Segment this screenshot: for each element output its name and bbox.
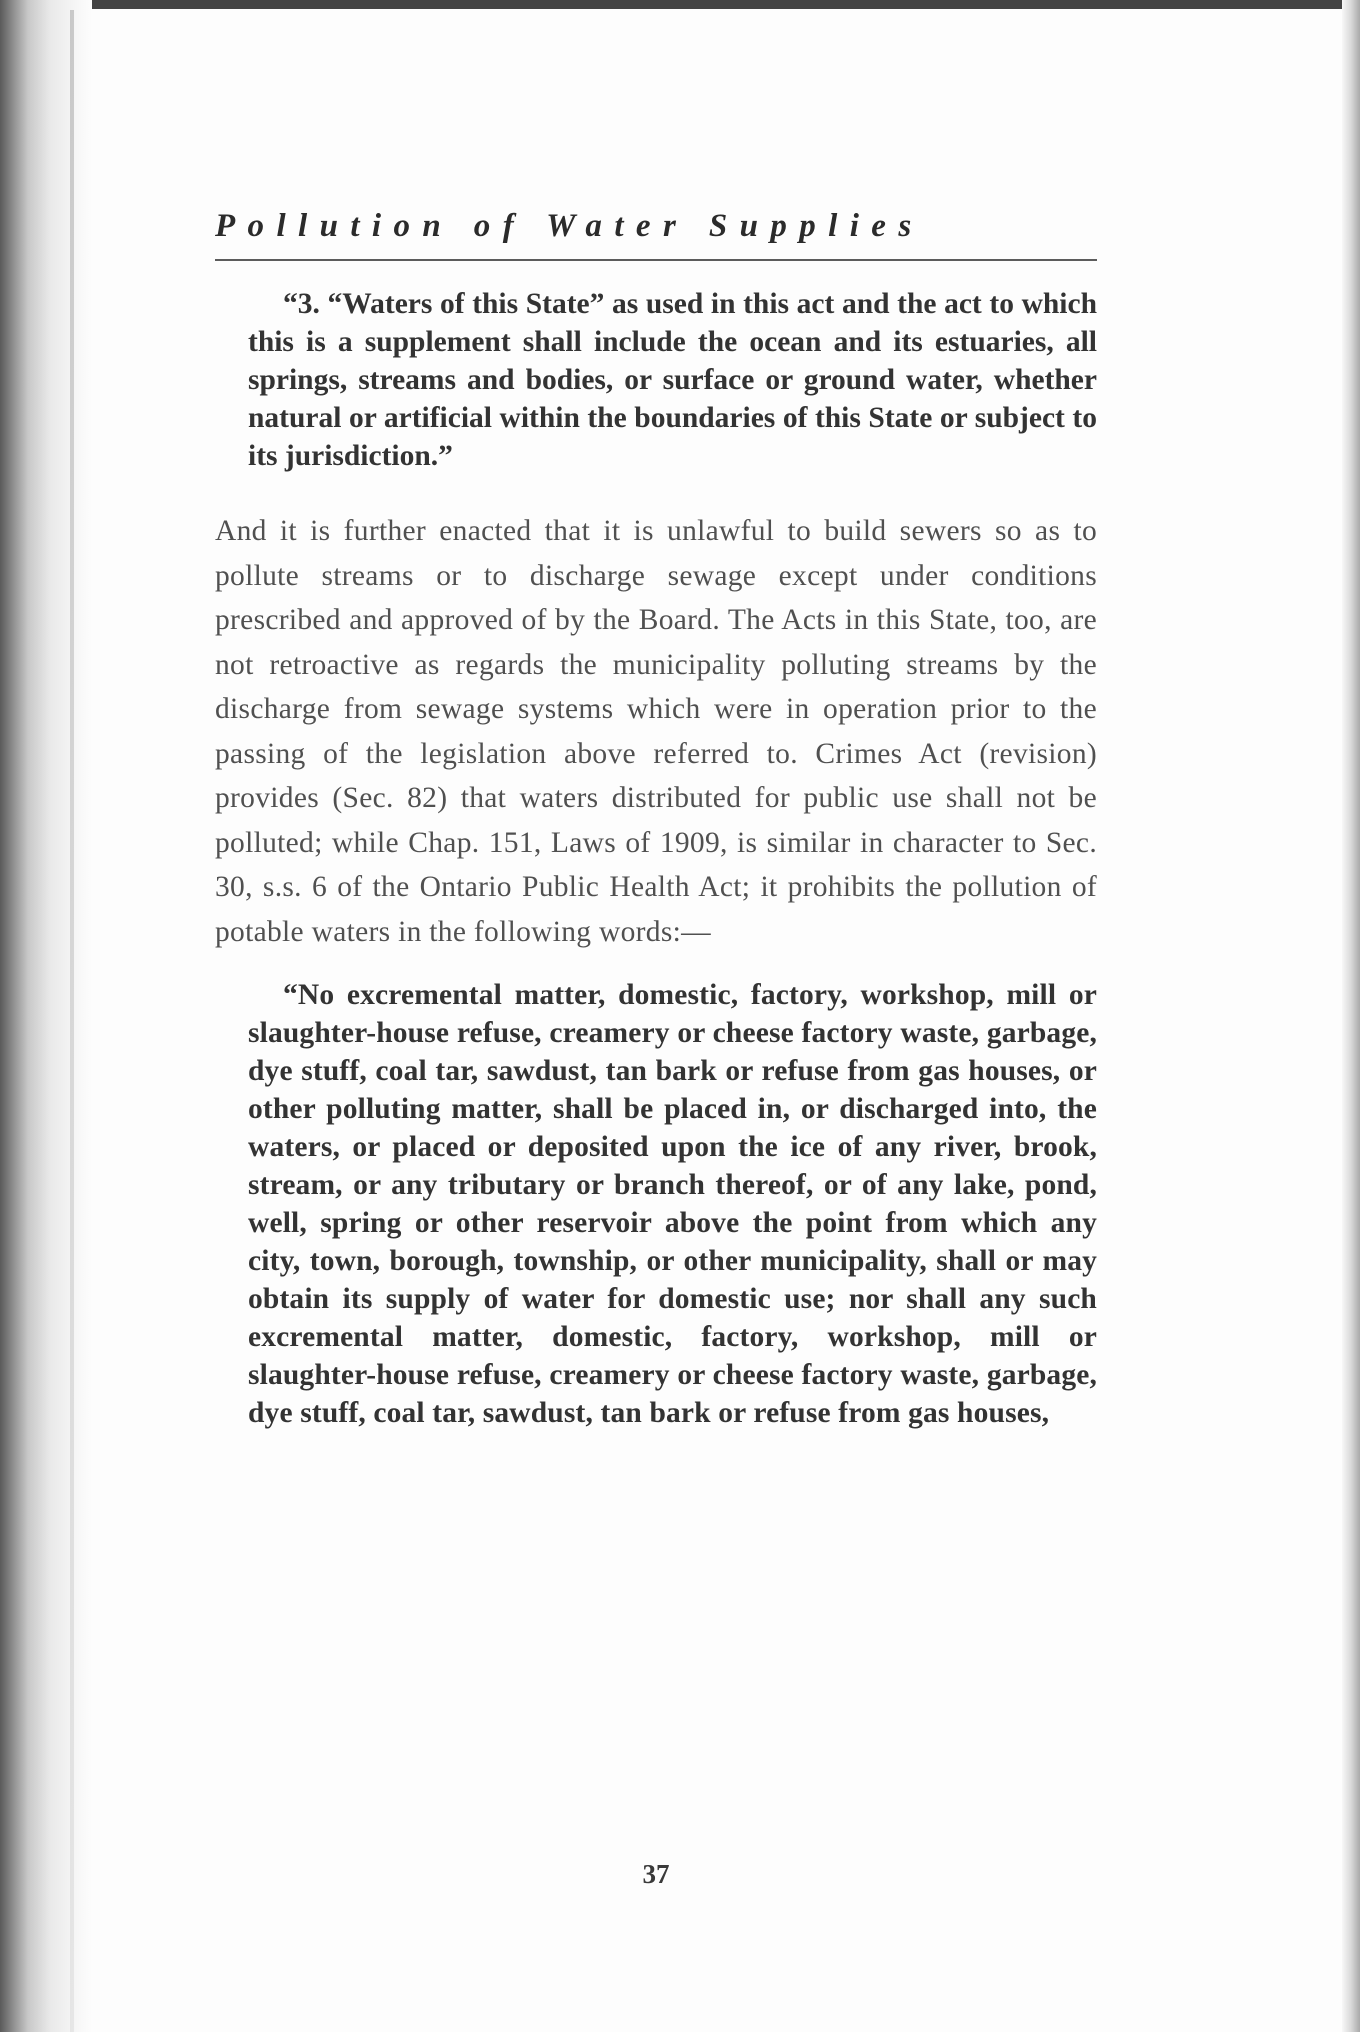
header-rule — [215, 259, 1097, 261]
page-number: 37 — [642, 1859, 670, 1889]
quoted-paragraph-prohibition: “No excremental matter, domestic, factory, workshop, mill or slaughter-house refuse, creamery or cheese factory waste, garbage, dye stuff, coal tar, sawdust, tan bark or refuse from gas houses, or other polluting matter, shall be placed in, or discharged into, the waters, or placed or deposited upon the ice of any river, brook, stream, or any tributary or branch thereof, or of any lake, pond, well, spring or other reservoir above the point from which any city, town, borough, township, or other municipality, shall or may obtain its supply of water for domestic use; nor shall any such excremental matter, domestic, factory, workshop, mill or slaughter-house refuse, creamery or cheese factory waste, garbage, dye stuff, coal tar, sawdust, tan bark or refuse from gas houses, — [248, 979, 1097, 1429]
scan-top-border — [0, 0, 1360, 9]
page-edge-shadow — [1342, 0, 1360, 2032]
book-page — [215, 196, 1097, 1889]
gutter-fold-line — [70, 10, 74, 2032]
quoted-paragraph-waters-definition: “3. “Waters of this State” as used in this act and the act to which this is a supplement shall include the ocean and its estuaries, all springs, streams and bodies, or surface or ground water, whether natural or artificial within the boundaries of this State or subject to its jurisdiction.” — [248, 288, 1097, 472]
body-paragraph: And it is further enacted that it is unlawful to build sewers so as to pollute streams or to discharge sewage except under conditions prescribed and approved of by the Board. The Acts in this State, too, are not retroactive as regards the municipality polluting streams by the discharge from sewage systems which were in operation prior to the passing of the legislation above referred to. Crimes Act (revision) provides (Sec. 82) that waters distributed for public use shall not be polluted; while Chap. 151, Laws of 1909, is similar in character to Sec. 30, s.s. 6 of the Ontario Public Health Act; it prohibits the pollution of potable waters in the following words:— — [215, 515, 1097, 948]
book-gutter-shadow — [0, 0, 92, 2032]
running-head: Pollution of Water Supplies — [215, 208, 924, 244]
